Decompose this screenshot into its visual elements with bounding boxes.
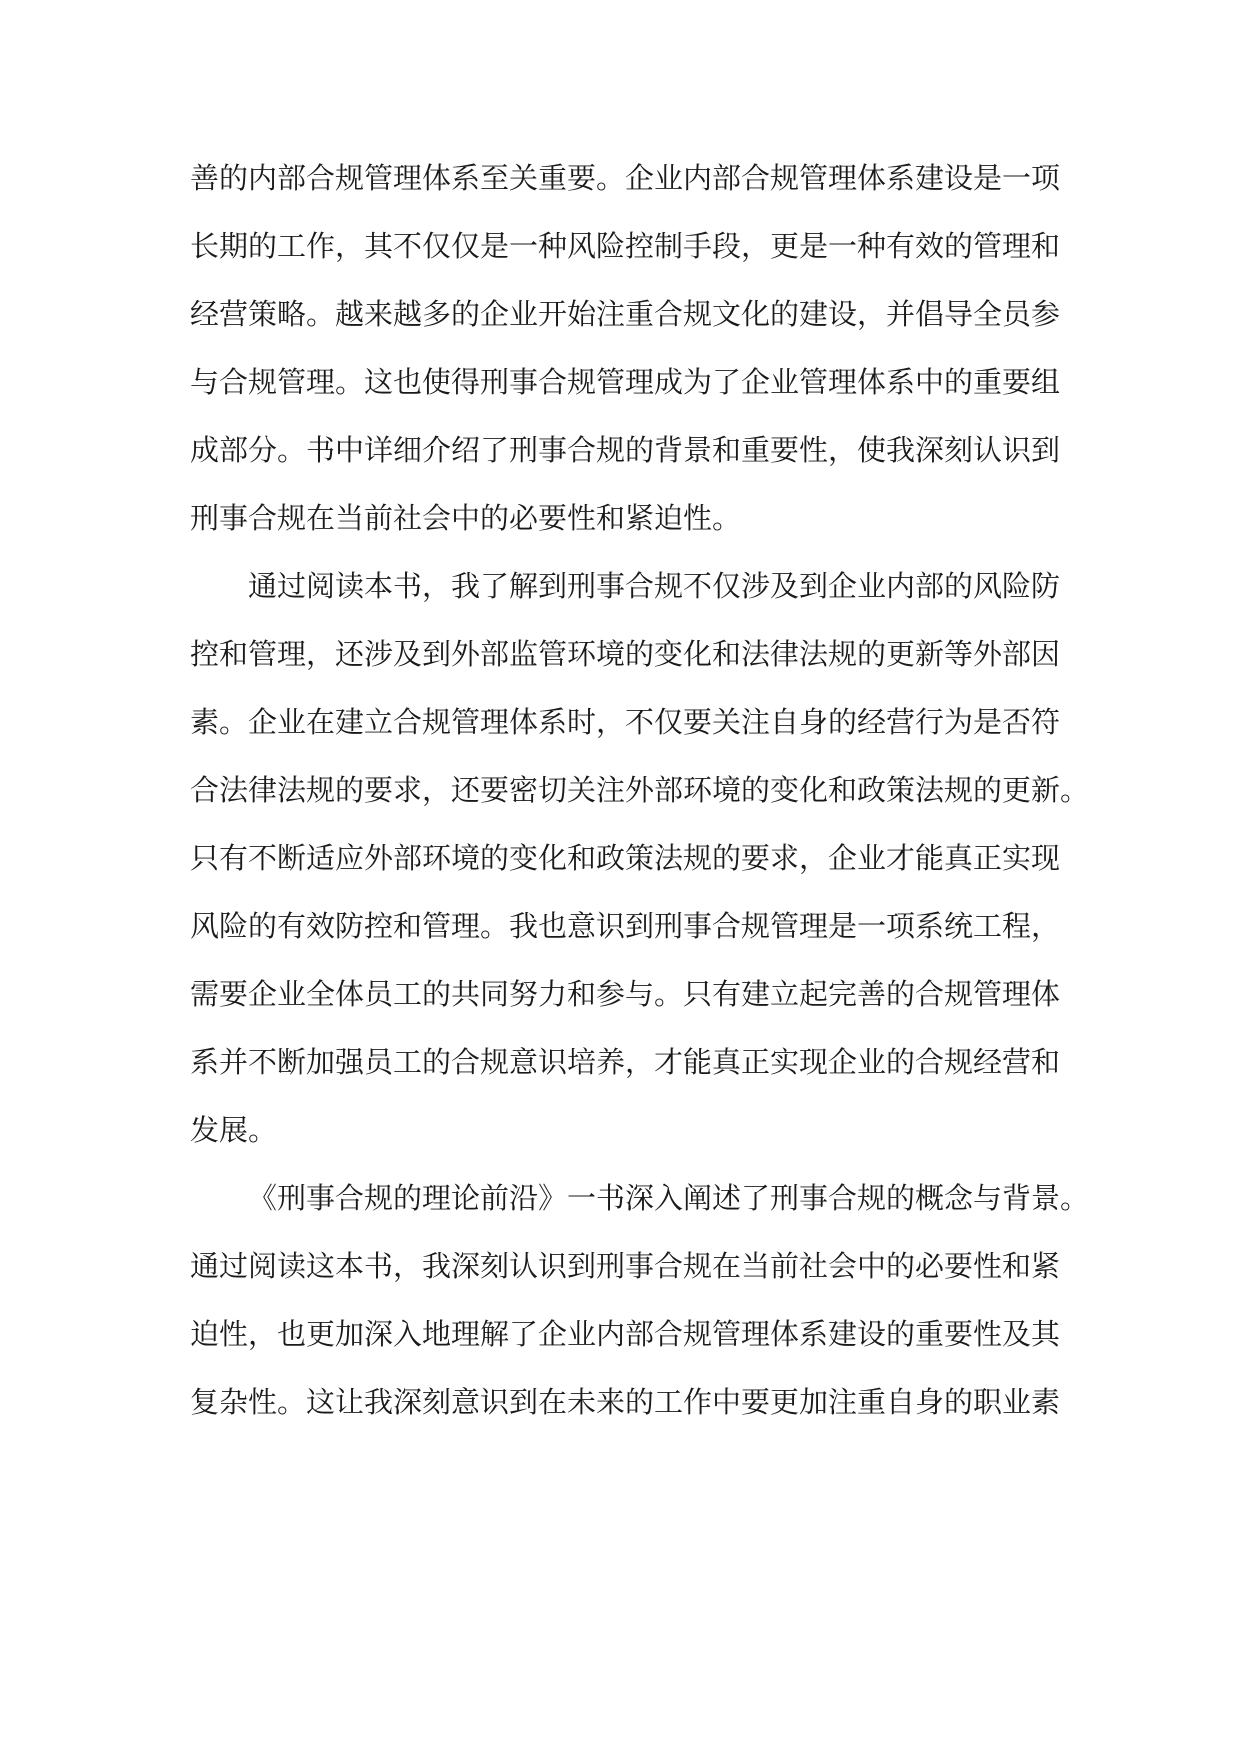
paragraph-3-line-3: 迫性，也更加深入地理解了企业内部合规管理体系建设的重要性及其: [190, 1317, 1061, 1351]
paragraph-2-line-4: 合法律法规的要求，还要密切关注外部环境的变化和政策法规的更新。: [190, 773, 1090, 807]
paragraph-2-line-9: 发展。: [190, 1113, 278, 1147]
paragraph-3-line-1: 《刑事合规的理论前沿》一书深入阐述了刑事合规的概念与背景。: [248, 1181, 1090, 1215]
document-body: [190, 144, 1090, 1436]
paragraph-2-line-7: 需要企业全体员工的共同努力和参与。只有建立起完善的合规管理体: [190, 977, 1061, 1011]
paragraph-2-line-3: 素。企业在建立合规管理体系时，不仅要关注自身的经营行为是否符: [190, 705, 1061, 739]
paragraph-1-line-6: 刑事合规在当前社会中的必要性和紧迫性。: [190, 501, 742, 535]
paragraph-1-line-3: 经营策略。越来越多的企业开始注重合规文化的建设，并倡导全员参: [190, 297, 1061, 331]
paragraph-1-line-5: 成部分。书中详细介绍了刑事合规的背景和重要性，使我深刻认识到: [190, 433, 1061, 467]
paragraph-2-line-2: 控和管理，还涉及到外部监管环境的变化和法律法规的更新等外部因: [190, 637, 1061, 671]
paragraph-2-line-1: 通过阅读本书，我了解到刑事合规不仅涉及到企业内部的风险防: [248, 569, 1061, 603]
paragraph-2-line-6: 风险的有效防控和管理。我也意识到刑事合规管理是一项系统工程，: [190, 909, 1061, 943]
paragraph-2-line-5: 只有不断适应外部环境的变化和政策法规的要求，企业才能真正实现: [190, 841, 1061, 875]
paragraph-2-line-8: 系并不断加强员工的合规意识培养，才能真正实现企业的合规经营和: [190, 1045, 1061, 1079]
paragraph-3-line-2: 通过阅读这本书，我深刻认识到刑事合规在当前社会中的必要性和紧: [190, 1249, 1061, 1283]
paragraph-1-line-1: 善的内部合规管理体系至关重要。企业内部合规管理体系建设是一项: [190, 161, 1061, 195]
paragraph-1-line-4: 与合规管理。这也使得刑事合规管理成为了企业管理体系中的重要组: [190, 365, 1061, 399]
paragraph-1-line-2: 长期的工作，其不仅仅是一种风险控制手段，更是一种有效的管理和: [190, 229, 1061, 263]
paragraph-3-line-4: 复杂性。这让我深刻意识到在未来的工作中要更加注重自身的职业素: [190, 1385, 1061, 1419]
